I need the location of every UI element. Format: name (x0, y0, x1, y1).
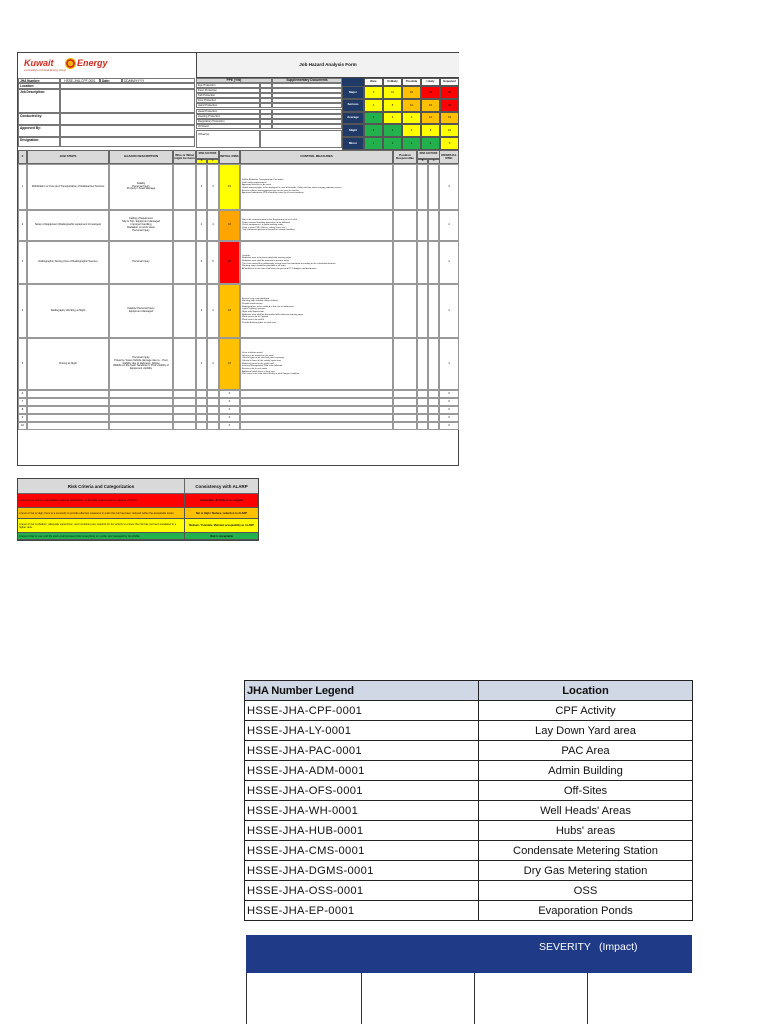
control-measures: Controls Radiation area to be barricaded with warning signs Radiation area shall be manned to prevent entry The crew around the radiography activity must be monitored according to the calculated distance Warning signs should be provided in all sides All workforce in the area shall wear the personal TLD badges and dosimeters (240, 241, 393, 284)
residual-severity (417, 414, 428, 422)
job-step (27, 414, 109, 422)
row-number: 5 (18, 338, 27, 390)
matrix-cell: 15 (402, 86, 421, 99)
severity-factor: 5 (196, 241, 207, 284)
position-responsible (393, 338, 417, 390)
who-harmed (173, 390, 196, 398)
residual-risk: 0 (439, 422, 459, 430)
severity-header (246, 935, 692, 973)
residual-risk: 0 (439, 406, 459, 414)
matrix-cell: 1 (364, 137, 383, 150)
field-label: Location: (18, 83, 60, 89)
header-likelihood-factor: L (428, 159, 440, 164)
severity-factor (196, 414, 207, 422)
header-person: Position Responsible (393, 150, 417, 164)
legend-location: Off-Sites (479, 781, 693, 801)
job-step (27, 390, 109, 398)
row-number: 2 (18, 210, 27, 241)
severity-factor (196, 390, 207, 398)
header-num: # (18, 150, 27, 164)
severity-factor: 4 (196, 338, 207, 390)
matrix-row-label: Average (342, 112, 364, 125)
legend-location: Condensate Metering Station (479, 841, 693, 861)
risk-criteria-box (17, 478, 259, 541)
legend-location: Evaporation Ponds (479, 901, 693, 921)
residual-likelihood (428, 164, 439, 210)
field-label: Designation: (18, 137, 60, 147)
residual-risk: 0 (439, 398, 459, 406)
position-responsible (393, 284, 417, 338)
legend-location: Well Heads' Areas (479, 801, 693, 821)
job-step (27, 398, 109, 406)
matrix-row-label: Serious (342, 99, 364, 112)
row-number: 9 (18, 414, 27, 422)
who-harmed (173, 398, 196, 406)
residual-risk: 4 (439, 210, 459, 241)
residual-severity (417, 210, 428, 241)
hazard-description: Personal injury Property / Asset Vehicle damage due to... Poor visibility due to darkness, fatigue Wildlife on the road; Sandstorm; Poor visibility of Equipment visibility (109, 338, 173, 390)
matrix-cell: 2 (364, 124, 383, 137)
severity-cell (587, 973, 693, 1024)
field-value (60, 89, 195, 113)
header-initial: INITIAL RISK (219, 150, 240, 164)
who-harmed (173, 406, 196, 414)
severity-factor: 4 (196, 210, 207, 241)
likelihood-factor: 4 (207, 338, 219, 390)
jha-form (17, 52, 459, 466)
matrix-cell: 4 (383, 124, 402, 137)
residual-risk: 0 (439, 390, 459, 398)
severity-factor: 4 (196, 284, 207, 338)
jha-legend-table (244, 680, 693, 921)
ppe-item-label: Eye Protection (196, 83, 260, 88)
header-likelihood-factor: L (207, 159, 219, 164)
matrix-cell: 2 (383, 137, 402, 150)
legend-row (245, 761, 693, 781)
legend-row (245, 841, 693, 861)
logo-text-kuwait: Kuwait (24, 58, 54, 68)
form-title: Job Hazard Analysis Form (196, 53, 459, 78)
legend-code: HSSE-JHA-CPF-0001 (245, 701, 479, 721)
field-value: HSSE-JHA-CPF-0001 (60, 78, 100, 83)
hazard-description: Personal injury (109, 241, 173, 284)
header-severity-factor: S (417, 159, 428, 164)
severity-cell (247, 973, 362, 1024)
likelihood-factor: 4 (207, 210, 219, 241)
matrix-col-header: Likely (421, 78, 440, 86)
residual-likelihood (428, 241, 439, 284)
matrix-cell: 10 (440, 124, 459, 137)
others-label: Other(s): (196, 130, 260, 148)
legend-col-location: Location (479, 681, 693, 701)
criteria-alarp-result: Risk is Acceptable (184, 533, 258, 540)
ppe-item-label: Oil Hood (196, 124, 260, 129)
legend-location: CPF Activity (479, 701, 693, 721)
control-measures (240, 390, 393, 398)
position-responsible (393, 241, 417, 284)
position-responsible (393, 398, 417, 406)
control-measures (240, 406, 393, 414)
legend-row (245, 701, 693, 721)
residual-severity (417, 390, 428, 398)
matrix-cell: 3 (402, 137, 421, 150)
matrix-cell: 8 (421, 124, 440, 137)
residual-likelihood (428, 284, 439, 338)
matrix-corner (342, 78, 364, 86)
header-risk-factors: RISK FACTORS (417, 150, 440, 159)
job-step: Driving at Night (27, 338, 109, 390)
legend-row (245, 801, 693, 821)
matrix-cell: 4 (364, 99, 383, 112)
residual-severity (417, 284, 428, 338)
control-measures: Ensure x-ray crew deployed Wearing high visibility safety clothing Provide hand torches Radiographers to be certified in the use of radioactive Lights/ Lighting systems Night shift Supervision Radiation area shall be barricaded with reflective warning signs Work area to be lit / lighted Work area to be well lit Provide flashing lights at work area (240, 284, 393, 338)
legend-row (245, 881, 693, 901)
residual-severity (417, 406, 428, 414)
who-harmed (173, 422, 196, 430)
header-who: Who or What might be harm (173, 150, 196, 164)
residual-severity (417, 338, 428, 390)
ppe-item-label: Hand Protection (196, 103, 260, 108)
initial-risk: 16 (219, 284, 240, 338)
initial-risk: 16 (219, 338, 240, 390)
criteria-alarp-result: Not in High / Reduce, reduction to ALARP (184, 508, 258, 519)
ppe-item-checkbox (260, 124, 272, 129)
control-measures (240, 422, 393, 430)
job-step: Radiography Working at Night (27, 284, 109, 338)
likelihood-factor (207, 390, 219, 398)
position-responsible (393, 390, 417, 398)
job-step (27, 422, 109, 430)
severity-factor (196, 406, 207, 414)
row-number: 1 (18, 164, 27, 210)
likelihood-factor: 5 (207, 241, 219, 284)
ppe-item-label: Face Protection (196, 88, 260, 93)
matrix-cell: 4 (421, 137, 440, 150)
row-number: 7 (18, 398, 27, 406)
hazard-description (109, 398, 173, 406)
residual-severity (417, 398, 428, 406)
hazard-description: Fatality/ Personal Injury Equipment damaged (109, 284, 173, 338)
legend-row (245, 901, 693, 921)
initial-risk: 16 (219, 164, 240, 210)
job-step: Radiographic Testing (Use of Radiographic Source) (27, 241, 109, 284)
hazard-description (109, 406, 173, 414)
row-number: 10 (18, 422, 27, 430)
field-label: Job Description: (18, 89, 60, 113)
residual-risk: 4 (439, 284, 459, 338)
others-value (260, 130, 342, 148)
matrix-cell: 6 (383, 112, 402, 125)
control-measures (240, 414, 393, 422)
residual-risk: 0 (439, 414, 459, 422)
severity-cell (474, 973, 588, 1024)
ppe-item-label: Head Protection (196, 109, 260, 114)
residual-likelihood (428, 398, 439, 406)
legend-code: HSSE-JHA-PAC-0001 (245, 741, 479, 761)
criteria-description: A level of risk is High, there is a necessity to provide effective measures in order the risk has been reduced within the acceptable levels. (18, 508, 184, 519)
row-number: 4 (18, 284, 27, 338)
criteria-alarp-result: Intolerable - Activity to be stopped (184, 494, 258, 508)
matrix-cell: 20 (440, 99, 459, 112)
header-residual: RESIDUAL RISK (439, 150, 459, 164)
matrix-cell: 9 (402, 112, 421, 125)
control-measures: Follow Radiation Transportation Procedure Swift safety requirements Approved vehicles to be used Visible warning lights to be displayed in case of hazards; Utility vehicles when carrying radiation source Ensure vehicles and equipment are secure prior to transfer Approved radioactive PPE should be worn by all crew members (240, 164, 393, 210)
initial-risk: 0 (219, 398, 240, 406)
legend-code: HSSE-JHA-DGMS-0001 (245, 861, 479, 881)
residual-likelihood (428, 210, 439, 241)
legend-code: HSSE-JHA-EP-0001 (245, 901, 479, 921)
matrix-col-header: Expected (440, 78, 459, 86)
who-harmed (173, 210, 196, 241)
residual-likelihood (428, 422, 439, 430)
legend-code: HSSE-JHA-CMS-0001 (245, 841, 479, 861)
matrix-row-label: Major (342, 86, 364, 99)
legend-location: Admin Building (479, 761, 693, 781)
job-step: Mobilization of crew and Transportation of Radioactive Sources (27, 164, 109, 210)
matrix-row-label: Slight (342, 124, 364, 137)
position-responsible (393, 406, 417, 414)
criteria-description: A level of risk is Medium, adequate supervision, and monitoring are required for the activity to ensure the risk has not been escalated to a higher rank. (18, 519, 184, 533)
likelihood-factor (207, 398, 219, 406)
date-label: Date: (100, 78, 122, 83)
header-severity-factor: S (196, 159, 207, 164)
residual-likelihood (428, 406, 439, 414)
residual-severity (417, 241, 428, 284)
control-measures: Drive at below speed Drivers to be trained on the road Vehicle lights to be checked prior to journey Vehicle to have all the safety/ spare tires Reduced speed to the night road Journey Management Plan to be followed Ensure to be in rest mode Additional relief driver in long trips Plan route to be safe while driving in dark/ fatigue condition (240, 338, 393, 390)
field-value (60, 113, 195, 125)
severity-cell (361, 973, 475, 1024)
likelihood-factor: 4 (207, 164, 219, 210)
risk-criteria-title: Risk Criteria and Categorization (18, 479, 184, 494)
header-steps: JOB STEPS (27, 150, 109, 164)
matrix-cell: 10 (383, 86, 402, 99)
row-number: 8 (18, 406, 27, 414)
field-label: Conducted by: (18, 113, 60, 125)
initial-risk: 16 (219, 210, 240, 241)
position-responsible (393, 422, 417, 430)
legend-location: OSS (479, 881, 693, 901)
header-risk-factors: RISK FACTORS (196, 150, 219, 159)
matrix-cell: 15 (440, 112, 459, 125)
alarp-header: Consistency with ALARP (184, 479, 258, 494)
severity-factor (196, 422, 207, 430)
legend-col-number: JHA Number Legend (245, 681, 479, 701)
initial-risk: 0 (219, 422, 240, 430)
matrix-row-label: Minor (342, 137, 364, 150)
severity-factor (196, 398, 207, 406)
ppe-header: PPE (Y/N) (196, 78, 272, 83)
hazard-description (109, 414, 173, 422)
residual-risk: 4 (439, 338, 459, 390)
position-responsible (393, 164, 417, 210)
severity-title: SEVERITY (539, 941, 591, 953)
header-hazard: HAZARD DESCRIPTION (109, 150, 173, 164)
matrix-cell: 12 (421, 112, 440, 125)
residual-severity (417, 164, 428, 210)
legend-row (245, 861, 693, 881)
supplementary-header: Supplementary Documents (272, 78, 342, 83)
severity-factor: 4 (196, 164, 207, 210)
job-step (27, 406, 109, 414)
legend-row (245, 821, 693, 841)
likelihood-factor (207, 414, 219, 422)
matrix-col-header: Unlikely (383, 78, 402, 86)
who-harmed (173, 338, 196, 390)
hazard-description: Falling of Equipment Slip & Trip / Equipment damaged Improper handling Radiation on work steps Personal injury (109, 210, 173, 241)
legend-location: Dry Gas Metering station (479, 861, 693, 881)
criteria-description: A level of risk is Low, and the work could proceed when everything is in order and managed by the HSSE. (18, 533, 184, 540)
residual-risk: 4 (439, 241, 459, 284)
matrix-cell: 12 (402, 99, 421, 112)
legend-code: HSSE-JHA-ADM-0001 (245, 761, 479, 781)
criteria-description: A level of risk that is unacceptable whatever justifications or benefits, unless action is taken to control it. (18, 494, 184, 508)
initial-risk: 0 (219, 406, 240, 414)
legend-row (245, 741, 693, 761)
likelihood-factor (207, 422, 219, 430)
likelihood-factor: 4 (207, 284, 219, 338)
legend-row (245, 781, 693, 801)
header-controls: CONTROL MEASURES (240, 150, 393, 164)
criteria-alarp-result: Medium / Tolerable, Maintain acceptability as ALARP (184, 519, 258, 533)
hazard-description (109, 390, 173, 398)
who-harmed (173, 241, 196, 284)
severity-grid (246, 973, 693, 1024)
control-measures (240, 398, 393, 406)
who-harmed (173, 284, 196, 338)
legend-code: HSSE-JHA-LY-0001 (245, 721, 479, 741)
control-measures: Wet to be communicated to the Engineering of each shift Proper manual handling procedure to be followed Check equipment is in good working order Crew to wear PPE (Gloves, safety shoes etc.) Only authorized personnel trained on isotope handling (240, 210, 393, 241)
matrix-cell: 8 (383, 99, 402, 112)
severity-subtitle: (Impact) (599, 941, 638, 953)
legend-code: HSSE-JHA-OSS-0001 (245, 881, 479, 901)
field-label: JHA Number: (18, 78, 60, 83)
likelihood-factor (207, 406, 219, 414)
row-number: 6 (18, 390, 27, 398)
matrix-cell: 3 (364, 112, 383, 125)
logo-text-energy: Energy (77, 58, 108, 68)
matrix-cell: 5 (364, 86, 383, 99)
position-responsible (393, 414, 417, 422)
ppe-item-label: Fall Protection (196, 93, 260, 98)
legend-code: HSSE-JHA-WH-0001 (245, 801, 479, 821)
legend-location: Hubs' areas (479, 821, 693, 841)
matrix-cell: 5 (440, 137, 459, 150)
initial-risk: 25 (219, 241, 240, 284)
ppe-item-label: Hearing Protection (196, 114, 260, 119)
row-number: 3 (18, 241, 27, 284)
logo-subtitle: a subsidiary of Kuwait Energy Group (24, 69, 67, 72)
residual-likelihood (428, 390, 439, 398)
supplementary-doc-cell (272, 124, 342, 129)
who-harmed (173, 164, 196, 210)
residual-risk: 4 (439, 164, 459, 210)
ppe-item-label: Foot Protection (196, 98, 260, 103)
initial-risk: 0 (219, 414, 240, 422)
field-value (60, 137, 195, 147)
matrix-cell: 20 (421, 86, 440, 99)
job-step: Setup of Equipment (Radiographic equipment & Isotopes) (27, 210, 109, 241)
initial-risk: 0 (219, 390, 240, 398)
company-logo (19, 54, 195, 77)
matrix-col-header: Rare (364, 78, 383, 86)
hazard-description (109, 422, 173, 430)
legend-row (245, 721, 693, 741)
field-value (60, 125, 195, 137)
legend-code: HSSE-JHA-OFS-0001 (245, 781, 479, 801)
date-value: DD/MM/YYYY (122, 78, 195, 83)
position-responsible (393, 210, 417, 241)
legend-location: PAC Area (479, 741, 693, 761)
legend-code: HSSE-JHA-HUB-0001 (245, 821, 479, 841)
hazard-description: Fatality Personal Injury Property / Asset damage (109, 164, 173, 210)
matrix-cell: 16 (421, 99, 440, 112)
logo-flower-icon (65, 58, 76, 69)
residual-likelihood (428, 414, 439, 422)
legend-header-row (245, 681, 693, 701)
legend-location: Lay Down Yard area (479, 721, 693, 741)
residual-likelihood (428, 338, 439, 390)
matrix-cell: 6 (402, 124, 421, 137)
matrix-cell: 25 (440, 86, 459, 99)
ppe-item-label: Respiratory Protection (196, 119, 260, 124)
residual-severity (417, 422, 428, 430)
field-label: Approved By: (18, 125, 60, 137)
who-harmed (173, 414, 196, 422)
matrix-col-header: Possible (402, 78, 421, 86)
